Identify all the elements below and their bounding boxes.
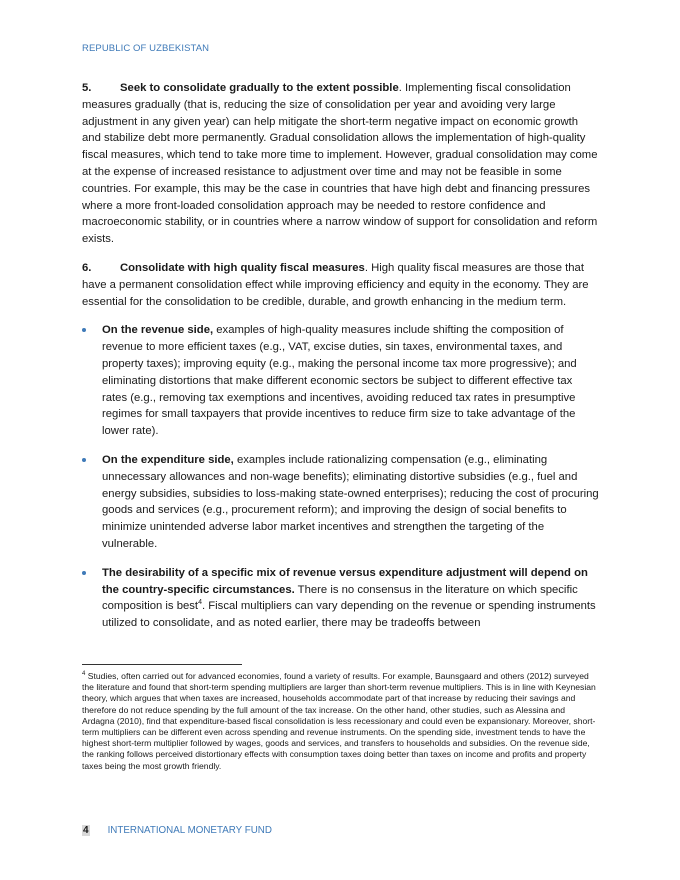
paragraph-6	[82, 260, 600, 310]
bullet-text: examples include rationalizing compensation (e.g., eliminating unnecessary allowances and non-wage benefits); eliminating distortive subsidies (e.g., fuel and energy subsidies, subsidies to loss-making state-owned enterprises); reducing the cost of procuring goods and services (e.g., procurement reform); and improving the design of social benefits to minimize unintended adverse labor market incentives and strengthen the targeting of the vulnerable.	[102, 453, 599, 550]
bullet-lead: On the expenditure side,	[102, 453, 234, 466]
bullet-icon	[82, 458, 86, 462]
page-number: 4	[83, 825, 89, 836]
bullet-item-mix	[82, 565, 600, 632]
bullet-item-revenue	[82, 322, 600, 440]
bullet-icon	[82, 571, 86, 575]
paragraph-number: 5.	[82, 82, 92, 94]
footnote-marker: 4	[82, 671, 86, 678]
footnote-text: Studies, often carried out for advanced economies, found a variety of results. For example, Baunsgaard and others (2012) surveyed the literature and found that short-term spending multipliers are larger than short-term revenue multipliers. This is in line with Keynesian theory, which argues that when taxes are increased, households accommodate part of that increase by reducing their savings and therefore do not reduce spending by the full amount of the tax increase. On the other hand, other studies, such as Alessina and Ardagna (2010), find that expenditure-based fiscal consolidation is less recessionary and could even be expansionary. Moreover, short-term multipliers can be different even across spending and revenue instruments. On the spending side, investment tends to have the highest short-term multiplier followed by wages, goods and services, and transfers to households and subsidies. On the revenue side, the ranking follows perceived distortionary effects with consumption taxes doing better than taxes on income and profits and property taxes being the most growth friendly.	[82, 671, 596, 771]
bullet-text: examples of high-quality measures include shifting the composition of revenue to more efficient taxes (e.g., VAT, excise duties, sin taxes, environmental taxes, and property taxes); improving equity (e.g., making the personal income tax more progressive); and eliminating distortions that make different economic sectors be subject to different effective tax rates (e.g., removing tax exemptions and incentives, avoiding reduced tax rates in presumptive regimes for small taxpayers that provide incentives to reduce firm size to take advantage of the lower rate).	[102, 324, 577, 438]
bullet-text-continued: . Fiscal multipliers can vary depending on the revenue or spending instruments utilized to consolidate, and as noted earlier, there may be tradeoffs between	[102, 600, 596, 630]
bullet-item-expenditure	[82, 452, 600, 553]
footnote-divider	[82, 664, 242, 665]
page-footer	[82, 825, 272, 836]
paragraph-text: . High quality fiscal measures are those that have a permanent consolidation effect while improving efficiency and equity in the economy. They are essential for the consolidation to be credible, durable, and growth enhancing in the medium term.	[82, 261, 589, 308]
paragraph-text: . Implementing fiscal consolidation measures gradually (that is, reducing the size of consolidation per year and avoiding very large adjustment in any given year) can help mitigate the short-term negative impact on economic growth and stabilize debt more permanently. Gradual consolidation allows the implementation of high-quality fiscal measures, which tend to take more time to implement. However, gradual consolidation may come at the expense of increased resistance to adjustment over time and may not be feasible in some countries. For example, this may be the case in countries that have high debt and financing pressures where a more front-loaded consolidation approach may be needed to restore confidence and macroeconomic stability, or in countries where a narrow window of support for consolidation and reform exists.	[82, 82, 598, 246]
footnote	[82, 671, 598, 772]
bullet-lead: On the revenue side,	[102, 324, 214, 337]
body-content	[82, 80, 600, 644]
paragraph-heading: Consolidate with high quality fiscal measures	[120, 261, 365, 274]
footer-org: INTERNATIONAL MONETARY FUND	[107, 825, 272, 836]
bullet-list	[82, 322, 600, 632]
running-header: REPUBLIC OF UZBEKISTAN	[82, 43, 210, 54]
bullet-text: There is no consensus in the literature on which specific composition is best	[102, 583, 578, 613]
footnote-reference[interactable]: 4	[198, 599, 202, 607]
bullet-lead: The desirability of a specific mix of revenue versus expenditure adjustment will depend on the country-specific circumstances.	[102, 566, 588, 596]
paragraph-heading: Seek to consolidate gradually to the extent possible	[120, 82, 399, 94]
paragraph-number: 6.	[82, 261, 92, 274]
bullet-icon	[82, 328, 86, 332]
paragraph-5	[82, 80, 600, 248]
